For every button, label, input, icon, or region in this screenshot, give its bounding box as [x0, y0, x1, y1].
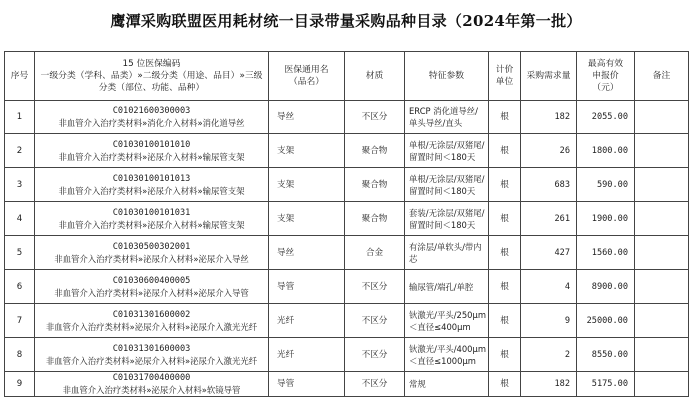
- row-price: 5175.00: [577, 372, 635, 397]
- row-remark: [635, 304, 689, 338]
- row-material: 不区分: [345, 304, 405, 338]
- row-code-cell: [35, 101, 269, 134]
- header-material: 材质: [345, 52, 405, 101]
- row-code: C01030100101010: [112, 139, 191, 150]
- row-code: C01031700400000: [112, 373, 191, 383]
- row-material: 聚合物: [345, 168, 405, 202]
- row-classification: 非血管介入治疗类材料»泌尿介入材料»软镜导管: [62, 385, 241, 395]
- table-row: [5, 304, 689, 338]
- row-generic-name: 光纤: [269, 304, 345, 338]
- row-code-cell: [35, 168, 269, 202]
- header-price: 最高有效 申报价 （元）: [577, 52, 635, 101]
- row-quantity: 4: [521, 270, 577, 304]
- row-unit: 根: [489, 304, 521, 338]
- row-quantity: 26: [521, 134, 577, 168]
- row-generic-name: 支架: [269, 134, 345, 168]
- row-seq: 6: [5, 270, 35, 304]
- row-quantity: 182: [521, 101, 577, 134]
- row-quantity: 182: [521, 372, 577, 397]
- row-seq: 7: [5, 304, 35, 338]
- row-material: 聚合物: [345, 202, 405, 236]
- row-material: 合金: [345, 236, 405, 270]
- table-row: [5, 372, 689, 397]
- row-classification: 非血管介入治疗类材料»泌尿介入材料»泌尿介入导丝: [54, 253, 249, 264]
- row-code: C01030600400005: [112, 275, 191, 286]
- row-remark: [635, 372, 689, 397]
- row-unit: 根: [489, 134, 521, 168]
- row-price: 1560.00: [577, 236, 635, 270]
- row-classification: 非血管介入治疗类材料»泌尿介入材料»泌尿介入激光光纤: [45, 355, 258, 366]
- row-code-cell: [35, 372, 269, 397]
- row-generic-name: 导丝: [269, 236, 345, 270]
- row-seq: 4: [5, 202, 35, 236]
- row-remark: [635, 168, 689, 202]
- row-quantity: 683: [521, 168, 577, 202]
- row-classification: 非血管介入治疗类材料»消化介入材料»消化道导丝: [58, 118, 245, 128]
- row-code: C01030100101013: [112, 173, 191, 184]
- row-price: 1900.00: [577, 202, 635, 236]
- row-price: 1800.00: [577, 134, 635, 168]
- row-seq: 3: [5, 168, 35, 202]
- row-classification: 非血管介入治疗类材料»泌尿介入材料»泌尿介入导管: [54, 287, 249, 298]
- row-spec: 套装/无涂层/双猪尾/留置时间＜180天: [405, 202, 489, 236]
- row-classification: 非血管介入治疗类材料»泌尿介入材料»输尿管支架: [58, 185, 245, 196]
- header-unit: 计价 单位: [489, 52, 521, 101]
- row-price: 590.00: [577, 168, 635, 202]
- row-spec: 有涂层/单软头/带内芯: [405, 236, 489, 270]
- row-material: 不区分: [345, 101, 405, 134]
- table-row: [5, 202, 689, 236]
- row-generic-name: 导管: [269, 270, 345, 304]
- row-spec: 单根/无涂层/双猪尾/留置时间＜180天: [405, 134, 489, 168]
- row-code: C01031301600003: [112, 343, 191, 354]
- row-spec: 单根/无涂层/双猪尾/留置时间＜180天: [405, 168, 489, 202]
- row-material: 聚合物: [345, 134, 405, 168]
- row-spec: 钬激光/平头/400μm＜直径≤1000μm: [405, 338, 489, 372]
- row-material: 不区分: [345, 372, 405, 397]
- row-generic-name: 支架: [269, 168, 345, 202]
- row-code-cell: [35, 338, 269, 372]
- row-spec: 常规: [405, 372, 489, 397]
- catalog-table: [4, 51, 689, 397]
- header-code: 15 位医保编码 一级分类（学科、品类）»二级分类（用途、品目）»三级分类（部位、功能、品种）: [35, 52, 269, 101]
- row-generic-name: 导丝: [269, 101, 345, 134]
- table-row: [5, 270, 689, 304]
- row-spec: ERCP 消化道导丝/单头导丝/直头: [405, 101, 489, 134]
- row-unit: 根: [489, 338, 521, 372]
- row-generic-name: 支架: [269, 202, 345, 236]
- row-quantity: 427: [521, 236, 577, 270]
- table-row: [5, 134, 689, 168]
- row-seq: 1: [5, 101, 35, 134]
- row-code: C01031301600002: [112, 309, 191, 320]
- header-quantity: 采购需求量: [521, 52, 577, 101]
- row-quantity: 2: [521, 338, 577, 372]
- header-spec: 特征参数: [405, 52, 489, 101]
- row-classification: 非血管介入治疗类材料»泌尿介入材料»输尿管支架: [58, 151, 245, 162]
- row-remark: [635, 134, 689, 168]
- row-unit: 根: [489, 202, 521, 236]
- row-code: C01030100101031: [112, 207, 191, 218]
- row-code-cell: [35, 270, 269, 304]
- row-spec: 输尿管/端孔/单腔: [405, 270, 489, 304]
- row-code-cell: [35, 236, 269, 270]
- row-unit: 根: [489, 372, 521, 397]
- row-code: C01030500302001: [112, 241, 191, 252]
- row-remark: [635, 101, 689, 134]
- row-remark: [635, 236, 689, 270]
- row-quantity: 9: [521, 304, 577, 338]
- row-spec: 钬激光/平头/250μm＜直径≤400μm: [405, 304, 489, 338]
- row-seq: 5: [5, 236, 35, 270]
- row-unit: 根: [489, 270, 521, 304]
- row-generic-name: 导管: [269, 372, 345, 397]
- row-code-cell: [35, 304, 269, 338]
- row-remark: [635, 202, 689, 236]
- row-remark: [635, 338, 689, 372]
- row-material: 不区分: [345, 338, 405, 372]
- row-unit: 根: [489, 236, 521, 270]
- row-classification: 非血管介入治疗类材料»泌尿介入材料»泌尿介入激光光纤: [45, 321, 258, 332]
- row-quantity: 261: [521, 202, 577, 236]
- row-price: 8900.00: [577, 270, 635, 304]
- row-seq: 9: [5, 372, 35, 397]
- row-unit: 根: [489, 168, 521, 202]
- page-title: 鹰潭采购联盟医用耗材统一目录带量采购品种目录（2024年第一批）: [110, 12, 582, 30]
- header-row: [5, 52, 689, 101]
- row-code-cell: [35, 202, 269, 236]
- header-seq: 序号: [5, 52, 35, 101]
- row-price: 25000.00: [577, 304, 635, 338]
- row-price: 8550.00: [577, 338, 635, 372]
- row-remark: [635, 270, 689, 304]
- row-classification: 非血管介入治疗类材料»泌尿介入材料»输尿管支架: [58, 219, 245, 230]
- header-remark: 备注: [635, 52, 689, 101]
- row-material: 不区分: [345, 270, 405, 304]
- row-unit: 根: [489, 101, 521, 134]
- row-price: 2055.00: [577, 101, 635, 134]
- table-row: [5, 101, 689, 134]
- row-code: C01021600300003: [112, 106, 191, 116]
- row-code-cell: [35, 134, 269, 168]
- row-seq: 8: [5, 338, 35, 372]
- table-row: [5, 236, 689, 270]
- table-row: [5, 338, 689, 372]
- table-row: [5, 168, 689, 202]
- header-generic-name: 医保通用名 （品名）: [269, 52, 345, 101]
- row-generic-name: 光纤: [269, 338, 345, 372]
- row-seq: 2: [5, 134, 35, 168]
